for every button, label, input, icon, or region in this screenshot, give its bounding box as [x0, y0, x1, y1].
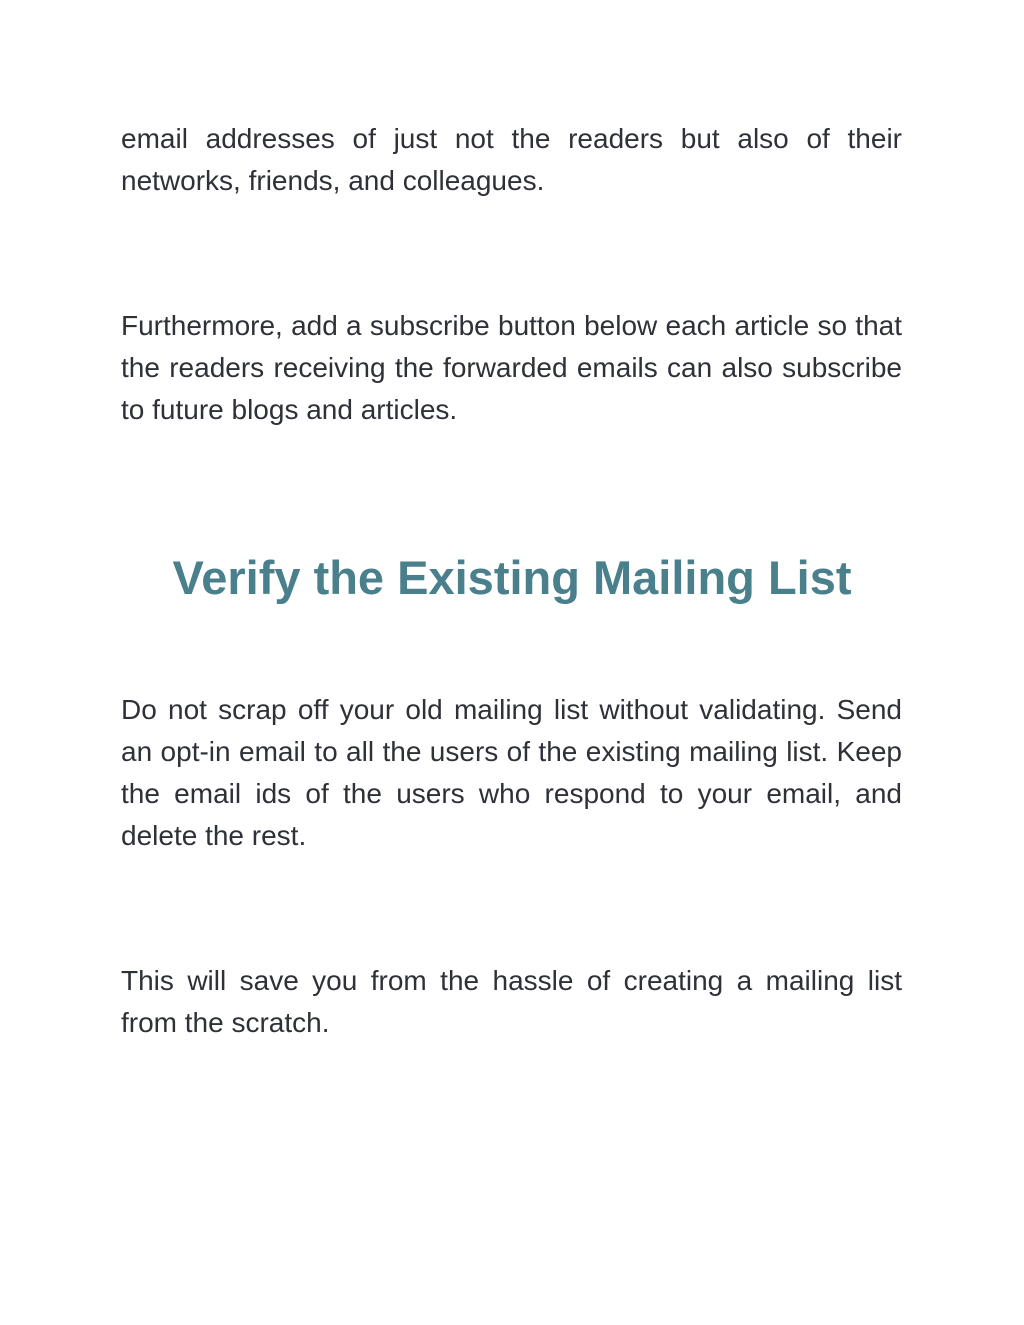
section-heading: Verify the Existing Mailing List — [172, 551, 852, 604]
paragraph-save-hassle: This will save you from the hassle of creating a mailing list from the scratch. — [121, 965, 902, 1038]
paragraph-verify-list: Do not scrap off your old mailing list without validating. Send an opt-in email to all the users of the existing mailing list. Keep the email ids of the users who respond to your email, and delete the rest. — [121, 694, 902, 851]
paragraph-subscribe-button: Furthermore, add a subscribe button below each article so that the readers receiving the forwarded emails can also subscribe to future blogs and articles. — [121, 310, 902, 425]
paragraph-email-addresses: email addresses of just not the readers but also of their networks, friends, and colleagues. — [121, 123, 902, 196]
